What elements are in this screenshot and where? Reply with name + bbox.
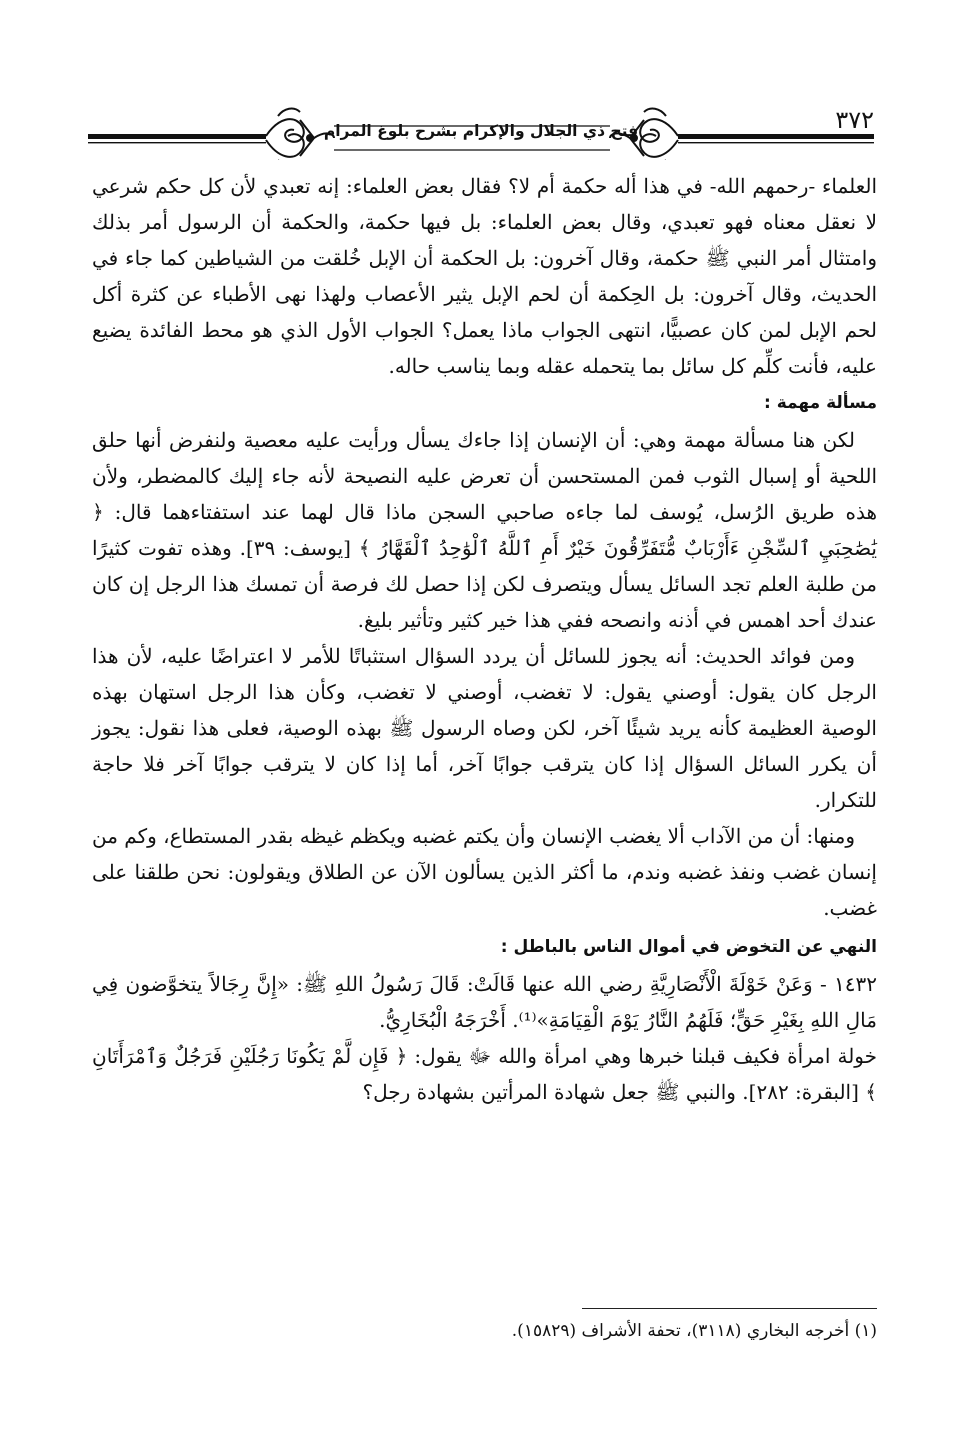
section-heading-important-issue: مسألة مهمة : [764, 393, 877, 413]
paragraph-repeating-question: ومن فوائد الحديث: أنه يجوز للسائل أن يردد السؤال استثباتًا للأمر لا اعتراضًا عليه، لأن هذا الرجل كان يقول: أوصني يقول: لا تغضب، أوصني لا تغضب، وكأن هذا الرجل استهان بهذه الوصية العظيمة كأنه يريد شيئًا آخر، لكن وصاه الرسول ﷺ بهذه الوصية، فعلى هذا نقول: يجوز أن يكرر السائل السؤال إذا كان يترقب جوابًا آخر، أما إذا كان لا يترقب جوابًا آخر فلا حاجة للتكرار. [92, 644, 877, 812]
running-title: فتح ذي الجلال والإكرام بشرح بلوغ المرام [323, 122, 639, 140]
page-header [88, 100, 874, 160]
footnote: (١) أخرجه البخاري (٣١١٨)، تحفة الأشراف (١٥٨٢٩). [511, 1321, 877, 1341]
paragraph-scholars-wisdom: العلماء -رحمهم الله- في هذا أله حكمة أم لا؟ فقال بعض العلماء: إنه تعبدي لأن كل حكم شرعي لا نعقل معناه فهو تعبدي، وقال بعض العلماء: بل فيها حكمة، والحكمة أن الرسول أمر بذلك وامتثال أمر النبي ﷺ حكمة، وقال آخرون: بل الحكمة أن الإبل خُلقت من الشياطين كما جاء في الحديث، وقال آخرون: بل الحِكمة أن لحم الإبل يثير الأعصاب ولهذا نهى الأطباء عن كثرة أكل لحم الإبل لمن كان عصبيًّا، انتهى الجواب ماذا يعمل؟ الجواب الأول الذي هو محط الفائدة يضيع عليه، فأنت كلِّم كل سائل بما يتحمله عقله وبما يناسب حاله. [92, 174, 877, 378]
section-heading-wrongful-wealth: النهي عن التخوض في أموال الناس بالباطل : [500, 937, 877, 957]
page-body [92, 168, 877, 1110]
paragraph-khawla-testimony: خولة امرأة فكيف قبلنا خبرها وهي امرأة والله ﷻ يقول: ﴿ فَإِن لَّمْ يَكُونَا رَجُلَيْنِ فَرَجُلٌ وَٱمْرَأَتَانِ ﴾ [البقرة: ٢٨٢]. والنبي ﷺ جعل شهادة المرأتين بشهادة رجل؟ [92, 1044, 877, 1104]
footnote-divider [582, 1308, 877, 1309]
hadith-text: ١٤٣٢ - وَعَنْ خَوْلَةَ الْأَنْصَارِيَّةِ رضي الله عنها قَالَتْ: قَالَ رَسُولُ اللهِ ﷺ: «إِنَّ رِجَالاً يتخوَّضون فِي مَالِ اللهِ بِغَيْرِ حَقٍّ؛ فَلَهُمُ النَّارُ يَوْمَ الْقِيَامَةِ»⁽¹⁾. أَخْرَجَهُ الْبُخَارِيُّ. [92, 972, 877, 1032]
paragraph-controlling-anger: ومنها: أن من الآداب ألا يغضب الإنسان وأن يكتم غضبه ويكظم غيظه بقدر المستطاع، وكم من إنسان غضب ونفذ غضبه وندم، ما أكثر الذين يسألون الآن عن الطلاق ويقولون: نحن طلقنا على غضب. [92, 824, 877, 920]
paragraph-advice-to-questioner: لكن هنا مسألة مهمة وهي: أن الإنسان إذا جاءك يسأل ورأيت عليه معصية ولنفرض أنها حلق اللحية أو إسبال الثوب فمن المستحسن أن تعرض عليه النصيحة لأنه جاء إليك كالمضطر، ولأن هذه طريق الرُسل، يُوسف لما جاءه صاحبي السجن ماذا قال لهما عند استفتاءهما قال: ﴿ يَٰصَٰحِبَيِ ٱلسِّجْنِ ءَأَرْبَابٌ مُّتَفَرِّقُونَ خَيْرٌ أَمِ ٱللَّهُ ٱلْوَٰحِدُ ٱلْقَهَّارُ ﴾ [يوسف: ٣٩]. وهذه تفوت كثيرًا من طلبة العلم تجد السائل يسأل ويتصرف لكن إذا حصل لك فرصة أن تمسك هذا الرجل إن كان عندك أحد اهمس في أذنه وانصحه ففي هذا خير كثير وتأثير بليغ. [92, 428, 878, 632]
page-number: ٣٧٢ [835, 106, 874, 134]
